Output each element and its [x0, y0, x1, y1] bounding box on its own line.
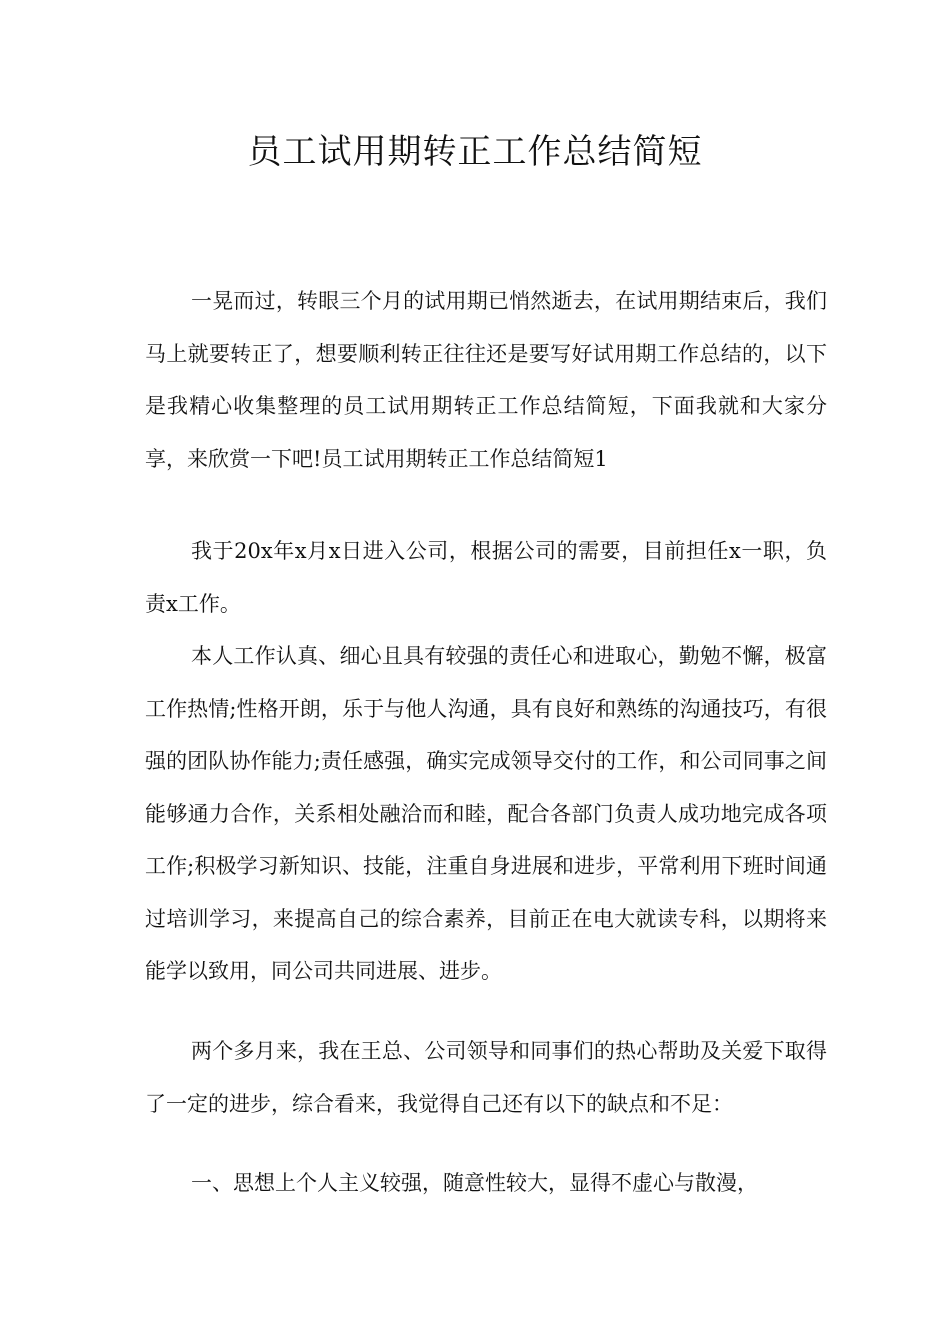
- paragraph-self-assessment: 本人工作认真、细心且具有较强的责任心和进取心，勤勉不懈，极富工作热情;性格开朗，乐于与他人沟通，具有良好和熟练的沟通技巧，有很强的团队协作能力;责任感强，确实完成领导交付的工作，和公司同事之间能够通力合作，关系相处融洽而和睦，配合各部门负责人成功地完成各项工作;积极学习新知识、技能，注重自身进展和进步，平常利用下班时间通过培训学习，来提高自己的综合素养，目前正在电大就读专科，以期将来能学以致用，同公司共同进展、进步。: [145, 644, 827, 983]
- document-title: 员工试用期转正工作总结简短: [247, 132, 703, 172]
- paragraph-intro: 一晃而过，转眼三个月的试用期已悄然逝去，在试用期结束后，我们马上就要转正了，想要顺利转正往往还是要写好试用期工作总结的，以下是我精心收集整理的员工试用期转正工作总结简短，下面我就和大家分享，来欣赏一下吧!员工试用期转正工作总结简短1: [145, 289, 827, 471]
- paragraph-join-company: 我于20x年x月x日进入公司，根据公司的需要，目前担任x一职，负责x工作。: [145, 539, 827, 616]
- paragraph-progress: 两个多月来，我在王总、公司领导和同事们的热心帮助及关爱下取得了一定的进步，综合看来，我觉得自己还有以下的缺点和不足：: [145, 1039, 827, 1116]
- paragraph-shortcoming-1: 一、思想上个人主义较强，随意性较大，显得不虚心与散漫，: [191, 1171, 758, 1195]
